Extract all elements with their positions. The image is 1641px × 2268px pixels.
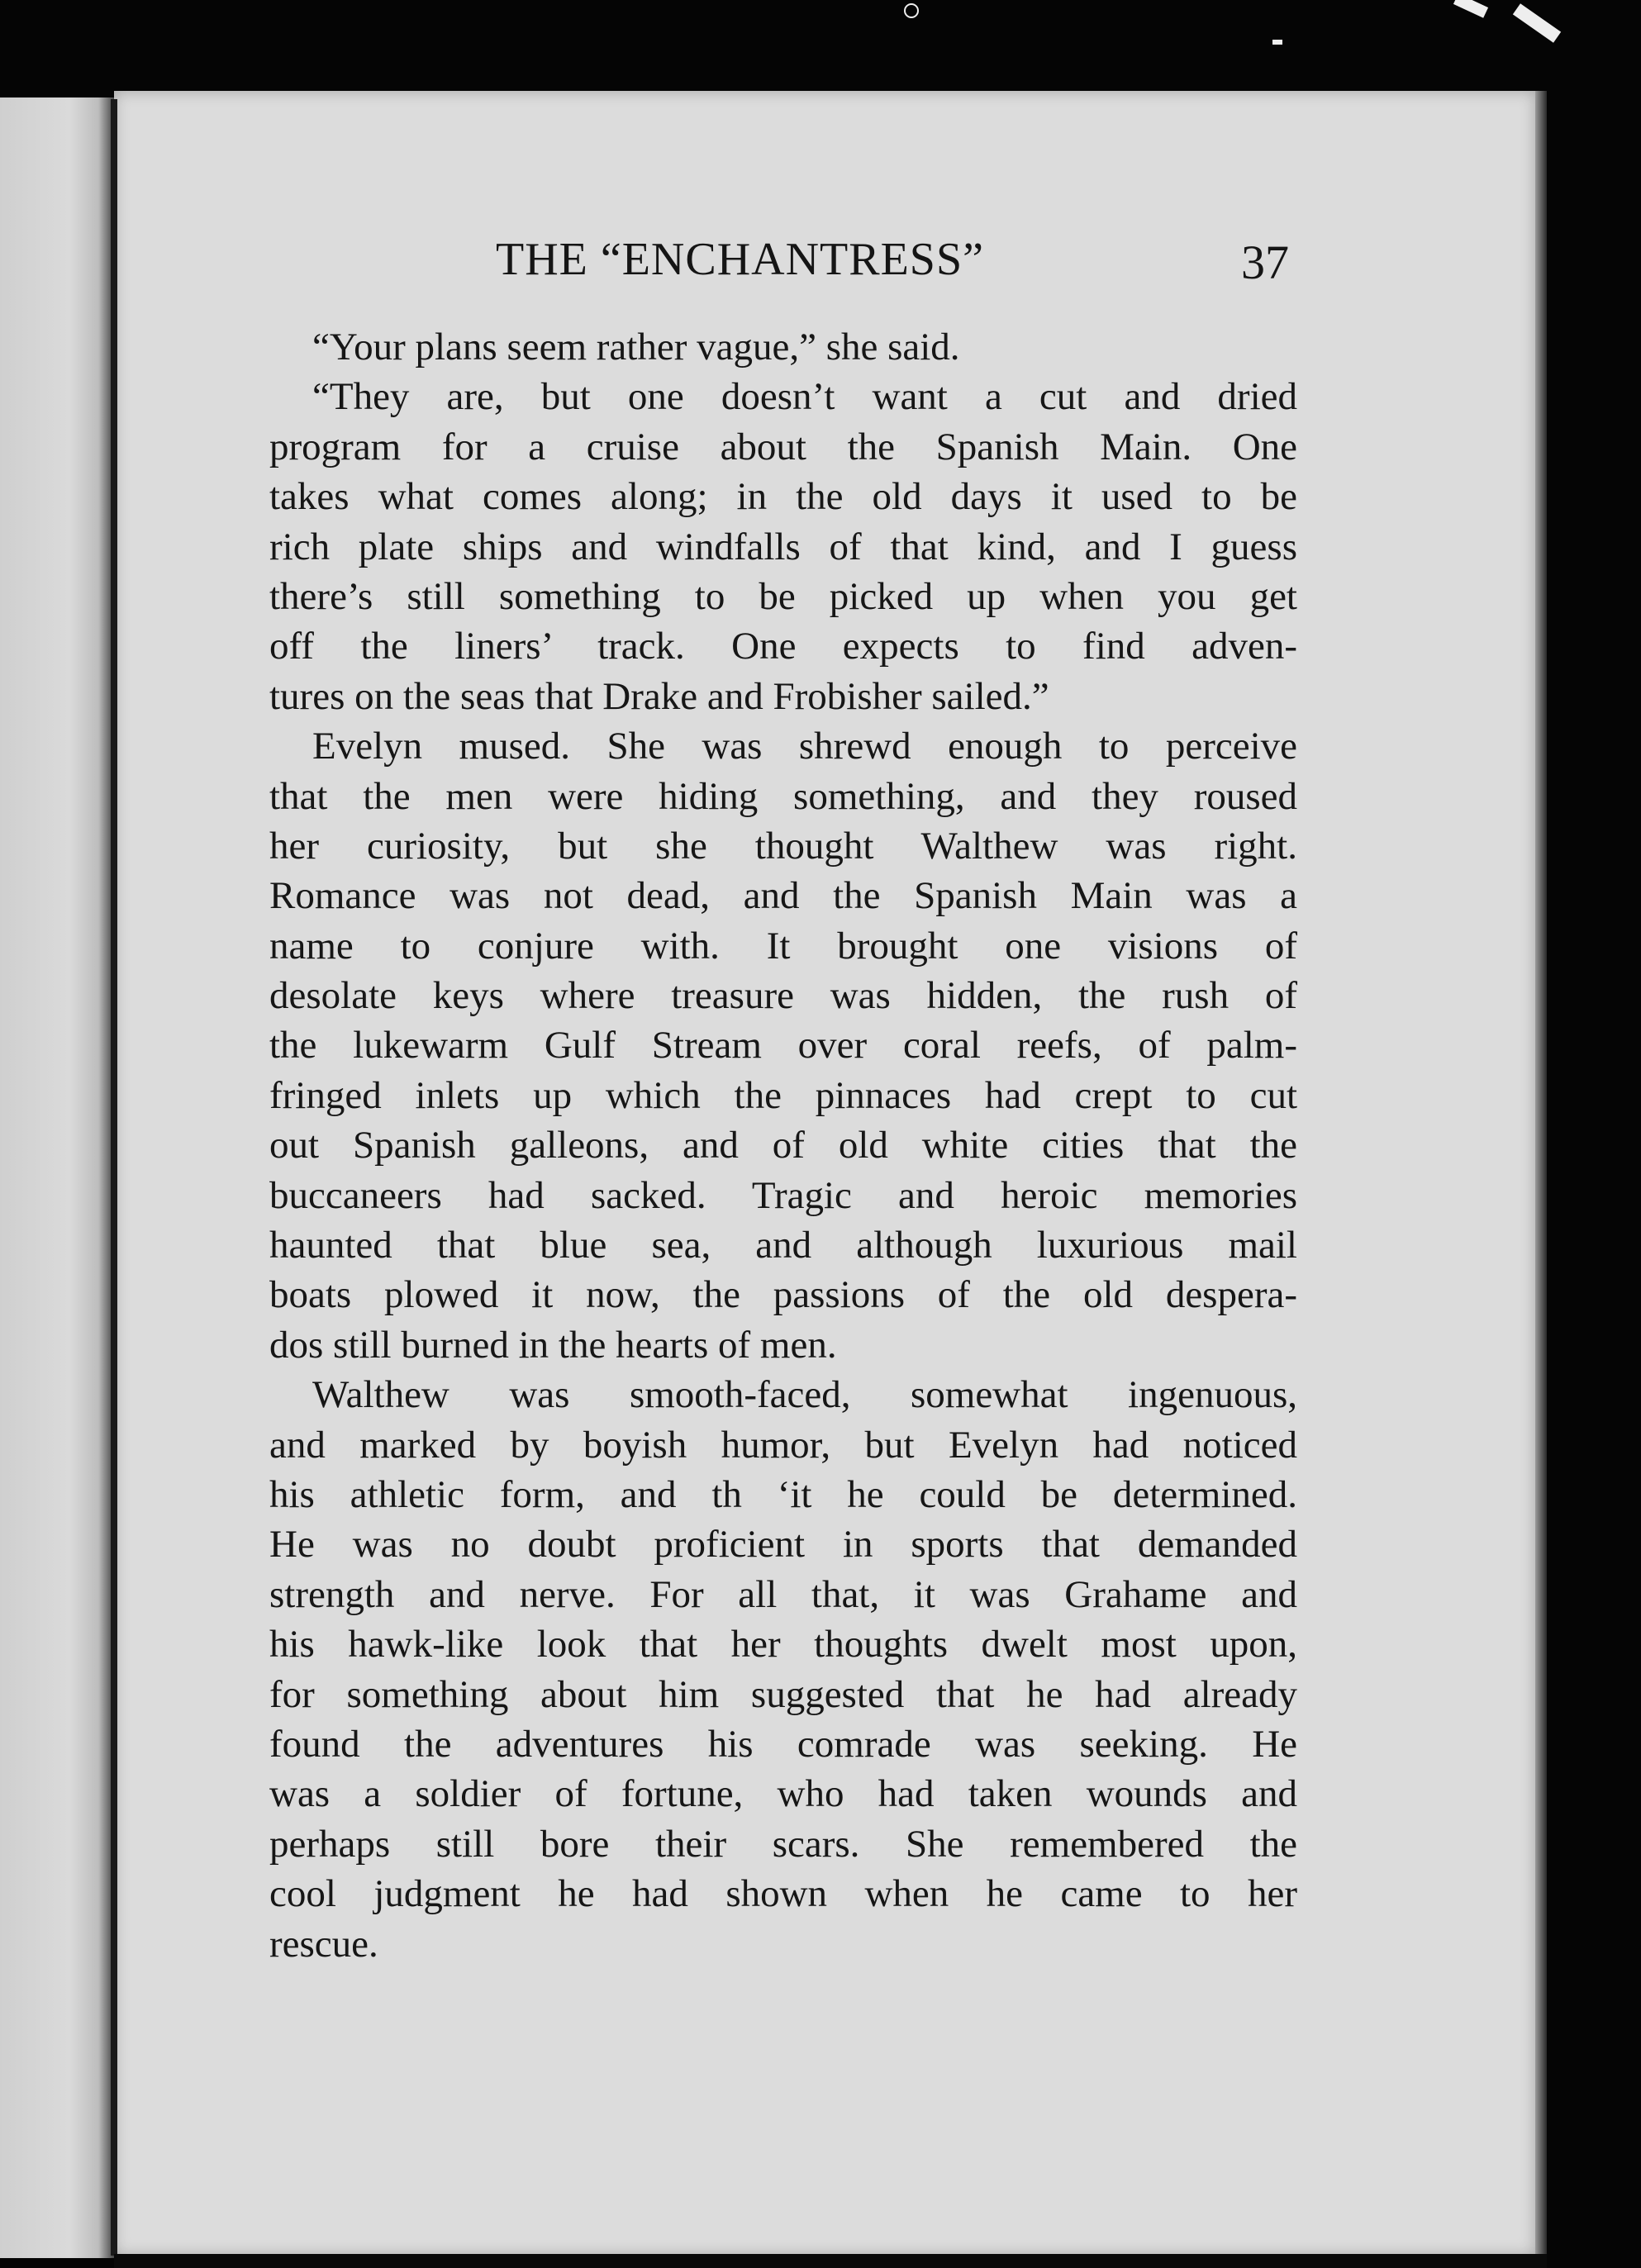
text-line: was a soldier of fortune, who had taken wounds and	[269, 1772, 1297, 1816]
text-line: tures on the seas that Drake and Frobisher sailed.”	[269, 674, 1049, 718]
page-right-edge	[1535, 91, 1547, 2260]
page-bottom-edge	[114, 2254, 1547, 2268]
text-line: “Your plans seem rather vague,” she said.	[312, 326, 960, 368]
text-line: boats plowed it now, the passions of the old despera-	[269, 1273, 1297, 1317]
scan-speck	[1272, 40, 1282, 45]
text-line: perhaps still bore their scars. She remembered the	[269, 1822, 1297, 1866]
text-line: rich plate ships and windfalls of that kind, and I guess	[269, 525, 1297, 568]
text-line: out Spanish galleons, and of old white cities that the	[269, 1124, 1297, 1167]
text-line: the lukewarm Gulf Stream over coral reefs, of palm-	[269, 1024, 1297, 1067]
text-line: there’s still something to be picked up when you get	[269, 574, 1297, 618]
text-line: fringed inlets up which the pinnaces had crept to cut	[269, 1073, 1297, 1117]
text-line: his hawk-like look that her thoughts dwelt most upon,	[269, 1623, 1297, 1667]
text-line: dos still burned in the hearts of men.	[269, 1323, 837, 1367]
text-line: and marked by boyish humor, but Evelyn had noticed	[269, 1423, 1297, 1467]
running-head-title: THE “ENCHANTRESS”	[496, 234, 984, 285]
text-line: Romance was not dead, and the Spanish Main was a	[269, 874, 1297, 918]
text-line: that the men were hiding something, and they roused	[269, 774, 1297, 818]
text-line: program for a cruise about the Spanish Main. One	[269, 425, 1297, 468]
scan-speck	[904, 3, 919, 18]
text-line: cool judgment he had shown when he came to her	[269, 1872, 1297, 1916]
text-line: haunted that blue sea, and although luxurious mail	[269, 1224, 1297, 1267]
text-line: takes what comes along; in the old days it used to be	[269, 475, 1297, 519]
text-line: found the adventures his comrade was seeking. He	[269, 1722, 1297, 1766]
text-line: name to conjure with. It brought one visions of	[269, 924, 1297, 968]
text-line: Walthew was smooth-faced, somewhat ingenuous,	[312, 1373, 1297, 1417]
text-line: off the liners’ track. One expects to find adven-	[269, 625, 1297, 668]
facing-page-edge	[0, 97, 116, 2258]
page-number: 37	[1241, 235, 1289, 289]
text-line: his athletic form, and th ‘it he could be determined.	[269, 1472, 1297, 1516]
text-line: desolate keys where treasure was hidden, the rush of	[269, 974, 1297, 1018]
text-line: her curiosity, but she thought Walthew was right.	[269, 824, 1297, 868]
text-line: He was no doubt proficient in sports that demanded	[269, 1523, 1297, 1567]
text-line: strength and nerve. For all that, it was Grahame and	[269, 1572, 1297, 1616]
text-line: Evelyn mused. She was shrewd enough to perceive	[312, 725, 1297, 768]
page-gutter	[111, 99, 117, 2256]
text-line: “They are, but one doesn’t want a cut and dried	[312, 375, 1297, 419]
text-line: buccaneers had sacked. Tragic and heroic memories	[269, 1173, 1297, 1217]
body-text	[269, 322, 1297, 1969]
text-line: for something about him suggested that he had already	[269, 1672, 1297, 1716]
text-line: rescue.	[269, 1922, 378, 1966]
